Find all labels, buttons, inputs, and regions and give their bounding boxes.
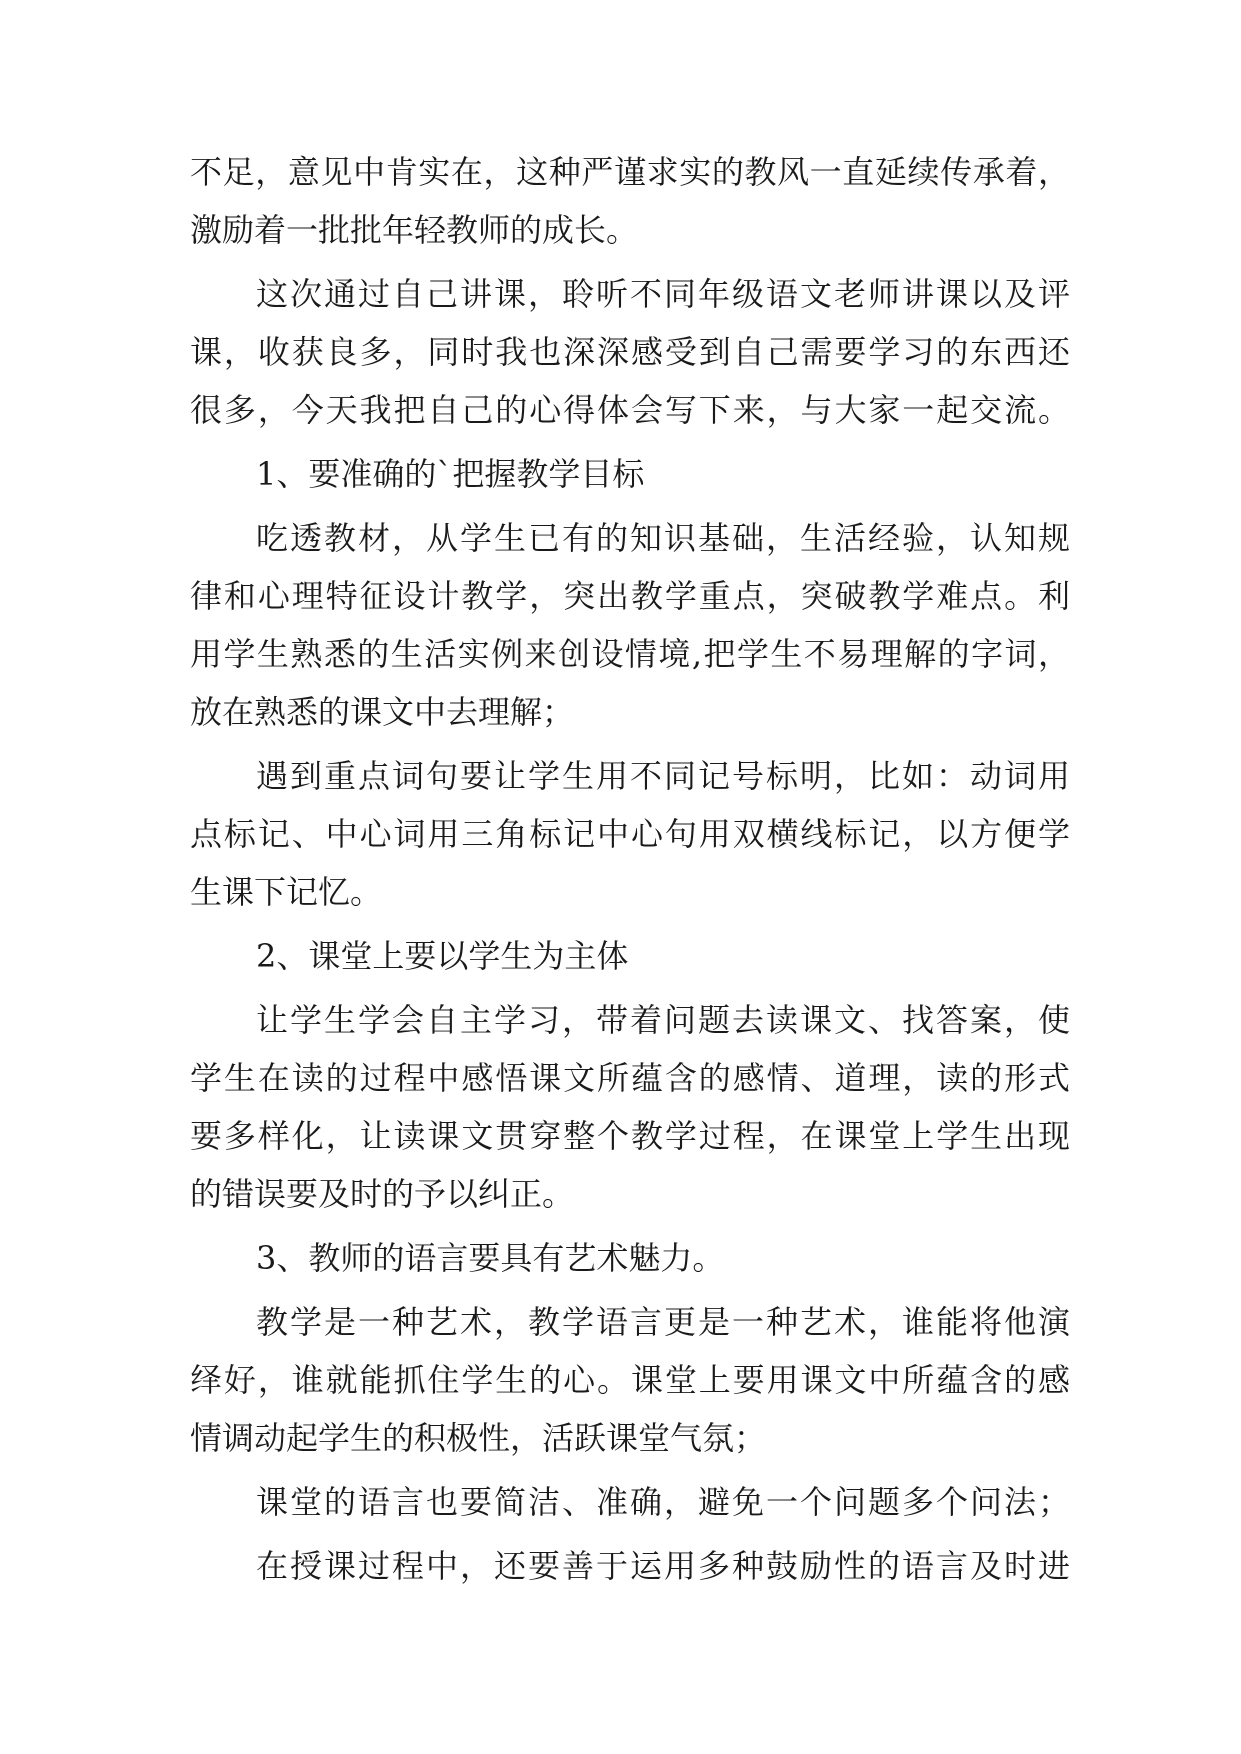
text-line-17: 要多样化，让读课文贯穿整个教学过程，在课堂上学生出现 bbox=[190, 1117, 1070, 1155]
text-line-18: 的错误要及时的予以纠正。 bbox=[190, 1175, 575, 1213]
text-line-2: 激励着一批批年轻教师的成长。 bbox=[190, 211, 639, 249]
text-line-9: 用学生熟悉的生活实例来创设情境,把学生不易理解的字词， bbox=[190, 635, 1070, 673]
text-line-11: 遇到重点词句要让学生用不同记号标明，比如：动词用 bbox=[256, 757, 1070, 795]
section-heading-3: 3、教师的语言要具有艺术魅力。 bbox=[256, 1239, 725, 1277]
text-line-12: 点标记、中心词用三角标记中心句用双横线标记，以方便学 bbox=[190, 815, 1070, 853]
text-line-20: 教学是一种艺术，教学语言更是一种艺术，谁能将他演 bbox=[256, 1303, 1070, 1341]
text-line-13: 生课下记忆。 bbox=[190, 873, 383, 911]
text-line-7: 吃透教材，从学生已有的知识基础，生活经验，认知规 bbox=[256, 519, 1070, 557]
text-line-8: 律和心理特征设计教学，突出教学重点，突破教学难点。利 bbox=[190, 577, 1070, 615]
text-line-22: 情调动起学生的积极性，活跃课堂气氛； bbox=[190, 1419, 767, 1457]
text-line-21: 绎好，谁就能抓住学生的心。课堂上要用课文中所蕴含的感 bbox=[190, 1361, 1070, 1399]
text-line-16: 学生在读的过程中感悟课文所蕴含的感情、道理，读的形式 bbox=[190, 1059, 1070, 1097]
text-line-1: 不足，意见中肯实在，这种严谨求实的教风一直延续传承着， bbox=[190, 153, 1070, 191]
text-line-15: 让学生学会自主学习，带着问题去读课文、找答案，使 bbox=[256, 1001, 1070, 1039]
section-heading-2: 2、课堂上要以学生为主体 bbox=[256, 937, 629, 975]
text-line-23: 课堂的语言也要简洁、准确，避免一个问题多个问法； bbox=[256, 1483, 1070, 1521]
text-line-4: 课，收获良多，同时我也深深感受到自己需要学习的东西还 bbox=[190, 333, 1070, 371]
section-heading-1: 1、要准确的`把握教学目标 bbox=[256, 455, 645, 493]
text-line-10: 放在熟悉的课文中去理解； bbox=[190, 693, 575, 731]
text-line-5: 很多，今天我把自己的心得体会写下来，与大家一起交流。 bbox=[190, 391, 1070, 429]
text-line-24: 在授课过程中，还要善于运用多种鼓励性的语言及时进 bbox=[256, 1547, 1070, 1585]
text-line-3: 这次通过自己讲课，聆听不同年级语文老师讲课以及评 bbox=[256, 275, 1070, 313]
